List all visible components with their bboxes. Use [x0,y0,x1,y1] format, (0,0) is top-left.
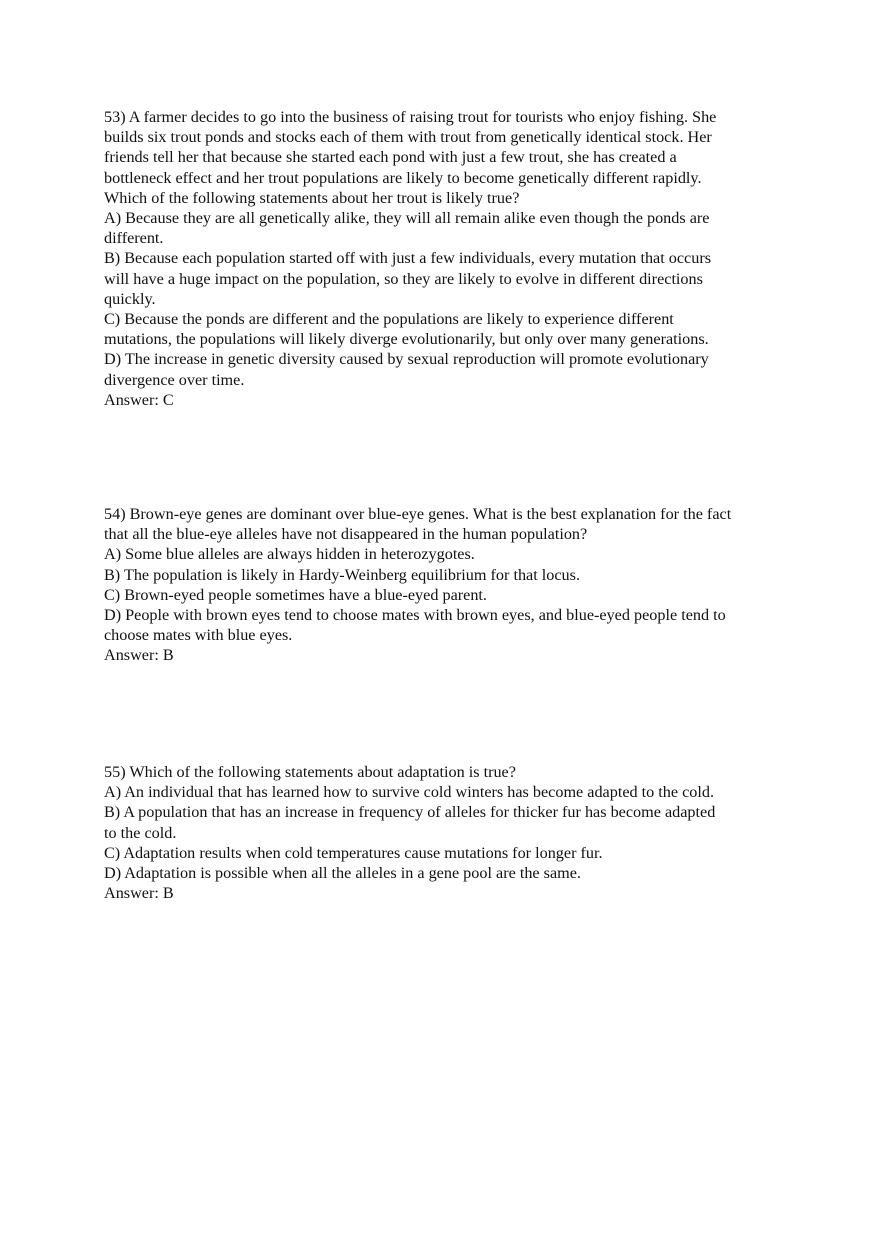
option-d-line: D) People with brown eyes tend to choose mates with brown eyes, and blue-eyed people tend to [104,606,726,625]
option-c-line: C) Brown-eyed people sometimes have a blue-eyed parent. [104,585,487,604]
question-54 [104,504,784,666]
option-b-line: B) The population is likely in Hardy-Weinberg equilibrium for that locus. [104,565,580,584]
option-a-line: A) Some blue alleles are always hidden in heterozygotes. [104,545,475,564]
option-b-line: quickly. [104,289,156,308]
question-text-line: bottleneck effect and her trout populations are likely to become genetically different rapidly. [104,168,702,187]
question-text-line: friends tell her that because she started each pond with just a few trout, she has created a [104,148,677,167]
option-d-line: divergence over time. [104,370,245,389]
option-b-line: will have a huge impact on the population, so they are likely to evolve in different directions [104,269,703,288]
option-d-line: D) Adaptation is possible when all the alleles in a gene pool are the same. [104,864,581,883]
option-b-line: B) Because each population started off with just a few individuals, every mutation that occurs [104,249,712,268]
option-c-line: mutations, the populations will likely diverge evolutionarily, but only over many generations. [104,330,709,349]
answer-line: Answer: B [104,884,174,903]
question-text-line: builds six trout ponds and stocks each of them with trout from genetically identical stock. Her [104,128,712,147]
option-d-line: choose mates with blue eyes. [104,626,293,645]
option-a-line: different. [104,229,164,248]
option-b-line: to the cold. [104,823,177,842]
option-d-line: D) The increase in genetic diversity caused by sexual reproduction will promote evolutionary [104,350,709,369]
question-text-line: 53) A farmer decides to go into the business of raising trout for tourists who enjoy fishing. She [104,108,717,126]
question-55 [104,762,784,903]
question-text-line: 54) Brown-eye genes are dominant over blue-eye genes. What is the best explanation for the fact [104,505,732,523]
option-b-line: B) A population that has an increase in frequency of alleles for thicker fur has become adapted [104,803,716,822]
question-text-line: Which of the following statements about her trout is likely true? [104,188,520,207]
option-c-line: C) Adaptation results when cold temperatures cause mutations for longer fur. [104,843,603,862]
question-53 [104,107,784,410]
question-text-line: that all the blue-eye alleles have not disappeared in the human population? [104,525,588,544]
answer-line: Answer: C [104,390,174,409]
option-a-line: A) An individual that has learned how to survive cold winters has become adapted to the cold. [104,783,715,802]
question-text-line: 55) Which of the following statements about adaptation is true? [104,763,516,781]
option-c-line: C) Because the ponds are different and the populations are likely to experience different [104,310,674,329]
option-a-line: A) Because they are all genetically alike, they will all remain alike even though the ponds are [104,209,710,228]
answer-line: Answer: B [104,646,174,665]
